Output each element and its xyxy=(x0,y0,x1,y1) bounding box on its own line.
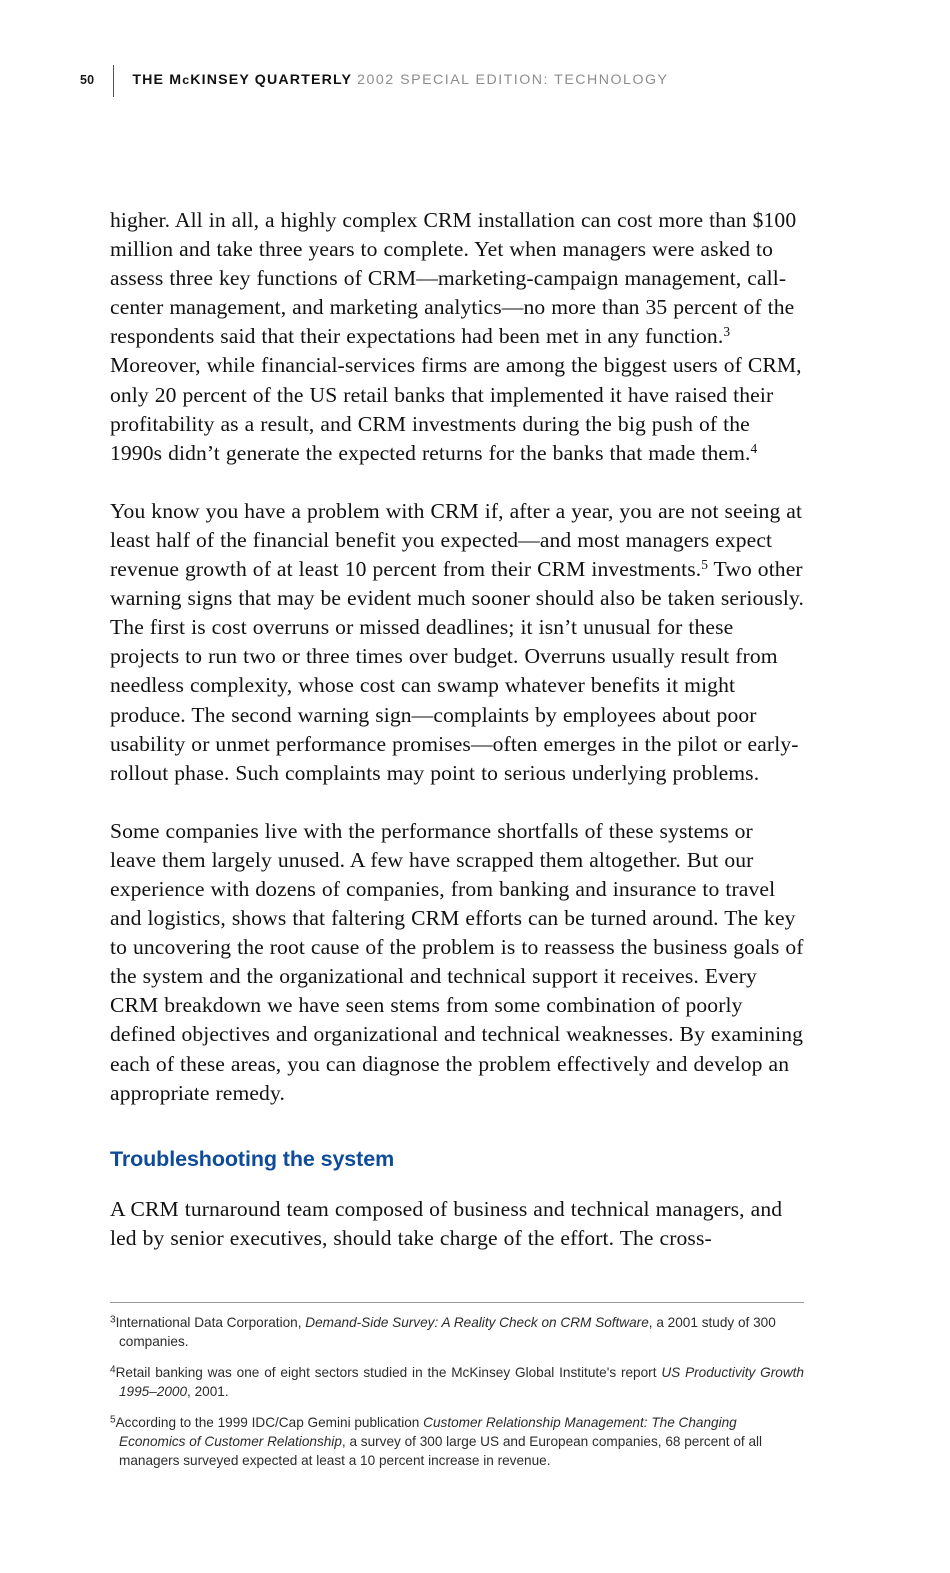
footnote-separator-rule xyxy=(110,1302,804,1303)
footnote-5-title: Customer Relationship Management: The Changing Economics of Customer Relationship xyxy=(119,1414,737,1450)
footnote-marker-5: 5 xyxy=(701,557,708,573)
running-head-text xyxy=(132,73,668,88)
publication-title xyxy=(132,72,352,88)
publication-title-lead: THE M xyxy=(132,72,183,89)
footnote-3-text-a: International Data Corporation, xyxy=(115,1315,306,1330)
paragraph-3: Some companies live with the performance shortfalls of these systems or leave them largely unused. A few have scrapped them altogether. But our experience with dozens of companies, from banking and insurance to travel and logistics, shows that faltering CRM efforts can be turned around. The key to uncovering the root cause of the problem is to reassess the business goals of the system and the organizational and technical support it receives. Every CRM breakdown we have seen stems from some combination of poorly defined objectives and organizational and technical weaknesses. By examining each of these areas, you can diagnose the problem effectively and develop an appropriate remedy. xyxy=(110,818,804,1105)
footnote-4-text-a: Retail banking was one of eight sectors studied in the McKinsey Global Institute's report xyxy=(115,1364,662,1380)
footnote-3-marker: 3 xyxy=(110,1314,116,1326)
paragraph-1-text-a: higher. All in all, a highly complex CRM installation can cost more than $100 million and take three years to complete. Yet when managers were asked to assess three key functions of CRM—marketing-campaign management, call-center management, and marketing analytics—no more than 35 percent of the respondents said that their expectations had been met in any function. xyxy=(110,208,797,349)
running-head xyxy=(80,64,668,98)
footnotes-block xyxy=(110,1302,804,1471)
footnote-3-title: Demand-Side Survey: A Reality Check on CRM Software xyxy=(305,1315,649,1330)
edition-label: 2002 SPECIAL EDITION: TECHNOLOGY xyxy=(357,72,669,89)
footnote-4 xyxy=(110,1363,804,1402)
publication-title-small-c: c xyxy=(182,73,191,88)
footnote-marker-3: 3 xyxy=(723,324,731,340)
footnote-5-text-b: , a survey of 300 large US and European companies, 68 percent of all managers surveyed expected at least a 10 percent increase in revenue. xyxy=(119,1434,763,1469)
footnote-marker-4: 4 xyxy=(750,440,758,456)
footnote-5 xyxy=(110,1413,804,1471)
section-heading: Troubleshooting the system xyxy=(110,1146,395,1171)
body-column xyxy=(110,206,804,1253)
paragraph-4: A CRM turnaround team composed of business and technical managers, and led by senior executives, should take charge of the effort. The cross- xyxy=(110,1196,783,1250)
footnote-4-text-b: , 2001. xyxy=(187,1384,229,1400)
paragraph-1 xyxy=(110,206,804,468)
footnote-4-marker: 4 xyxy=(110,1364,116,1376)
footnote-5-marker: 5 xyxy=(110,1414,116,1426)
footnote-4-title: US Productivity Growth 1995–2000 xyxy=(119,1364,804,1400)
page-number: 50 xyxy=(80,73,95,88)
publication-title-rest: KINSEY QUARTERLY xyxy=(190,72,353,89)
paragraph-2-text-b: Two other warning signs that may be evident much sooner should also be taken seriously. The first is cost overruns or missed deadlines; it isn’t unusual for these projects to run two or three times over budget. Overruns usually result from needless complexity, whose cost can swamp whatever benefits it might produce. The second warning sign—complaints by employees about poor usability or unmet performance promises—often emerges in the pilot or early-rollout phase. Such complaints may point to serious underlying problems. xyxy=(110,557,804,785)
footnote-3-text-b: , a 2001 study of 300 companies. xyxy=(119,1315,776,1350)
footnote-3 xyxy=(110,1313,804,1352)
running-head-divider xyxy=(113,65,114,97)
footnote-5-text-a: According to the 1999 IDC/Cap Gemini publication xyxy=(115,1414,424,1430)
paragraph-2 xyxy=(110,497,804,788)
paragraph-1-text-b: Moreover, while financial-services firms are among the biggest users of CRM, only 20 percent of the US retail banks that implemented it have raised their profitability as a result, and CRM investments during the big push of the 1990s didn’t generate the expected returns for the banks that made them. xyxy=(110,353,802,465)
paragraph-2-text-a: You know you have a problem with CRM if, after a year, you are not seeing at least half of the financial benefit you expected—and most managers expect revenue growth of at least 10 percent from their CRM investments. xyxy=(110,498,803,582)
